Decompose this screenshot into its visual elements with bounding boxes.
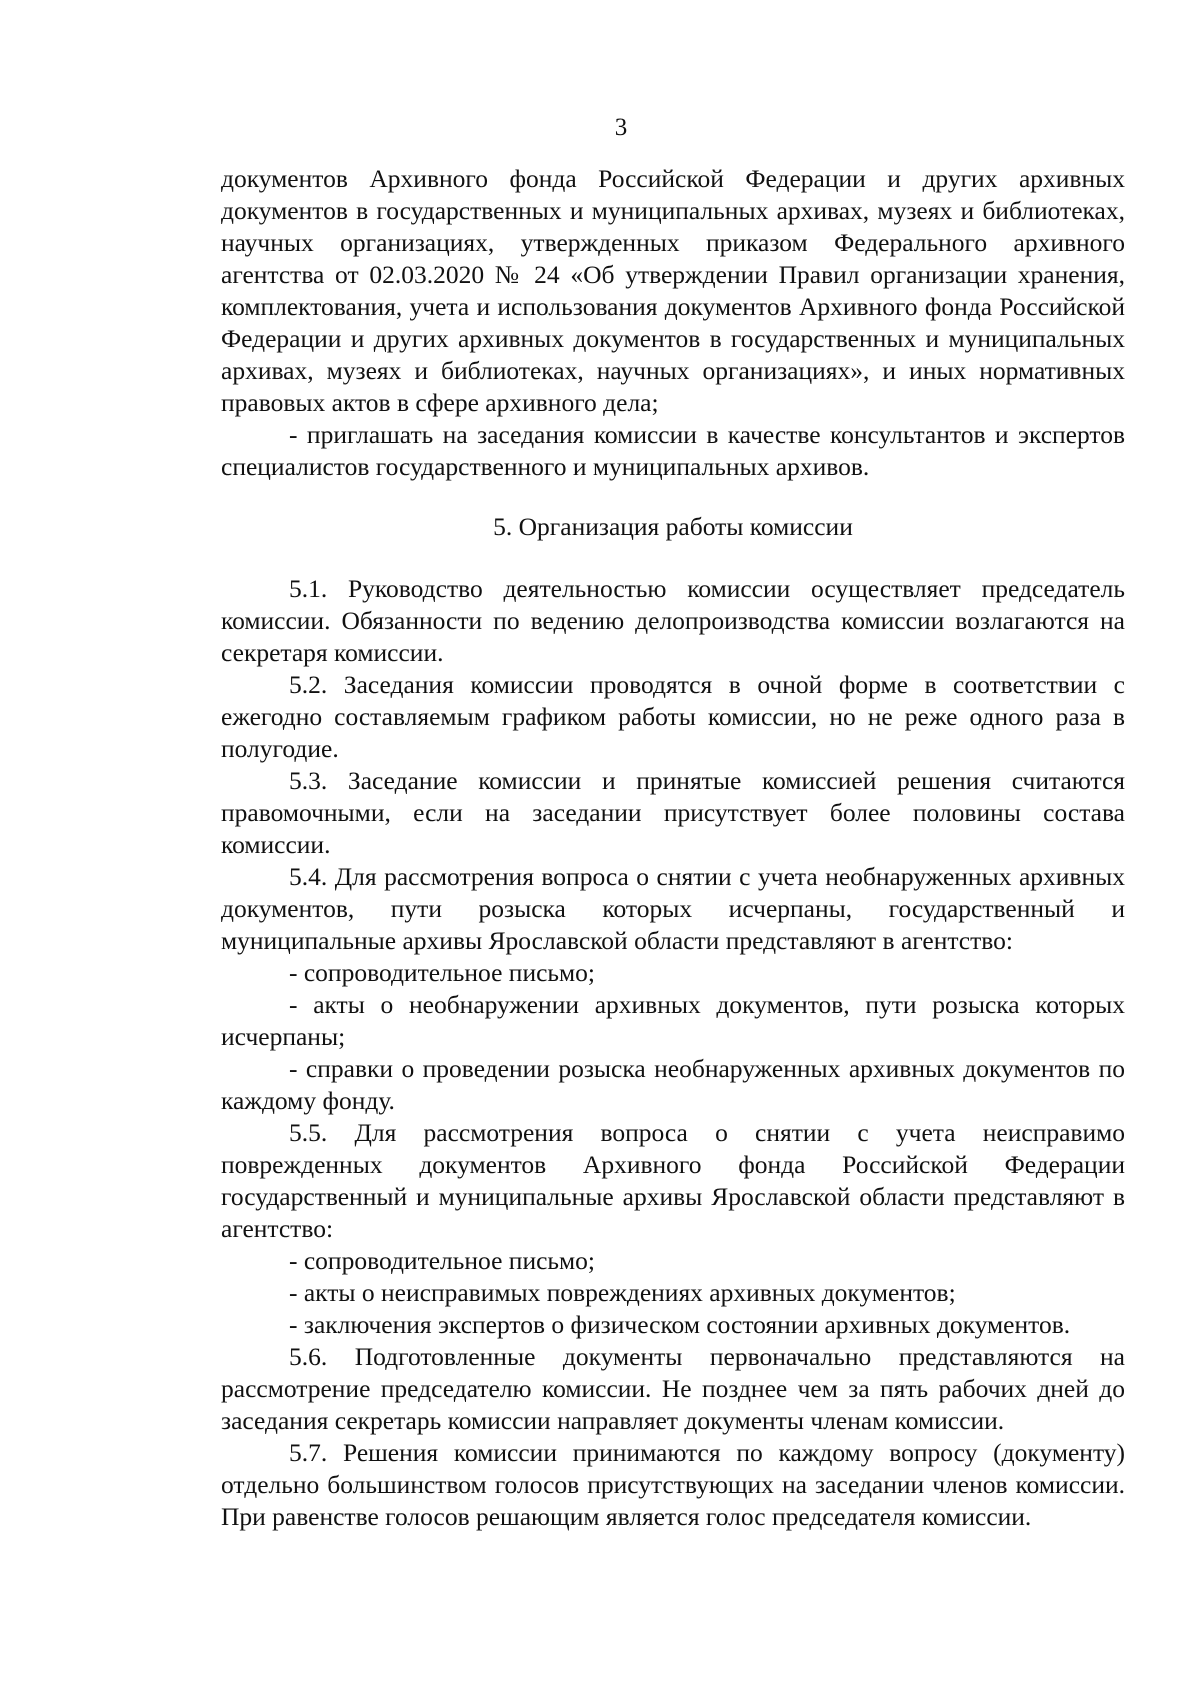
list-item: - заключения экспертов о физическом состоянии архивных документов. bbox=[289, 1310, 1071, 1339]
paragraph-5-7: 5.7. Решения комиссии принимаются по каждому вопросу (документу) отдельно большинством голосов присутствующих на заседании членов комиссии. При равенстве голосов решающим является голос председателя комиссии. bbox=[221, 1438, 1125, 1531]
paragraph-5-6: 5.6. Подготовленные документы первоначально представляются на рассмотрение председателю комиссии. Не позднее чем за пять рабочих дней до заседания секретарь комиссии направляет документы членам комиссии. bbox=[221, 1342, 1125, 1435]
paragraph-5-3: 5.3. Заседание комиссии и принятые комиссией решения считаются правомочными, если на заседании присутствует более половины состава комиссии. bbox=[221, 766, 1125, 859]
section-heading: 5. Организация работы комиссии bbox=[493, 512, 853, 541]
page-number: 3 bbox=[614, 114, 628, 141]
list-item: - акты о необнаружении архивных документов, пути розыска которых исчерпаны; bbox=[221, 990, 1125, 1051]
paragraph-5-2: 5.2. Заседания комиссии проводятся в очной форме в соответствии с ежегодно составляемым графиком работы комиссии, но не реже одного раза в полугодие. bbox=[221, 670, 1125, 763]
paragraph-5-4: 5.4. Для рассмотрения вопроса о снятии с учета необнаруженных архивных документов, пути розыска которых исчерпаны, государственный и муниципальные архивы Ярославской области представляют в агентство: bbox=[221, 862, 1125, 955]
paragraph-list-item: - приглашать на заседания комиссии в качестве консультантов и экспертов специалистов государственного и муниципальных архивов. bbox=[221, 420, 1125, 481]
paragraph-continuation: документов Архивного фонда Российской Федерации и других архивных документов в государственных и муниципальных архивах, музеях и библиотеках, научных организациях, утвержденных приказом Федерального архивного агентства от 02.03.2020 № 24 «Об утверждении Правил организации хранения, комплектования, учета и использования документов Архивного фонда Российской Федерации и других архивных документов в государственных и муниципальных архивах, музеях и библиотеках, научных организациях», и иных нормативных правовых актов в сфере архивного дела; bbox=[221, 164, 1125, 417]
list-item: - справки о проведении розыска необнаруженных архивных документов по каждому фонду. bbox=[221, 1054, 1125, 1115]
paragraph-5-1: 5.1. Руководство деятельностью комиссии осуществляет председатель комиссии. Обязанности по ведению делопроизводства комиссии возлагаются на секретаря комиссии. bbox=[221, 574, 1125, 667]
list-item: - сопроводительное письмо; bbox=[289, 1246, 596, 1275]
document-body bbox=[221, 163, 1125, 1533]
list-item: - акты о неисправимых повреждениях архивных документов; bbox=[289, 1278, 956, 1307]
paragraph-5-5: 5.5. Для рассмотрения вопроса о снятии с учета неисправимо поврежденных документов Архивного фонда Российской Федерации государственный и муниципальные архивы Ярославской области представляют в агентство: bbox=[221, 1118, 1125, 1243]
list-item: - сопроводительное письмо; bbox=[289, 958, 596, 987]
